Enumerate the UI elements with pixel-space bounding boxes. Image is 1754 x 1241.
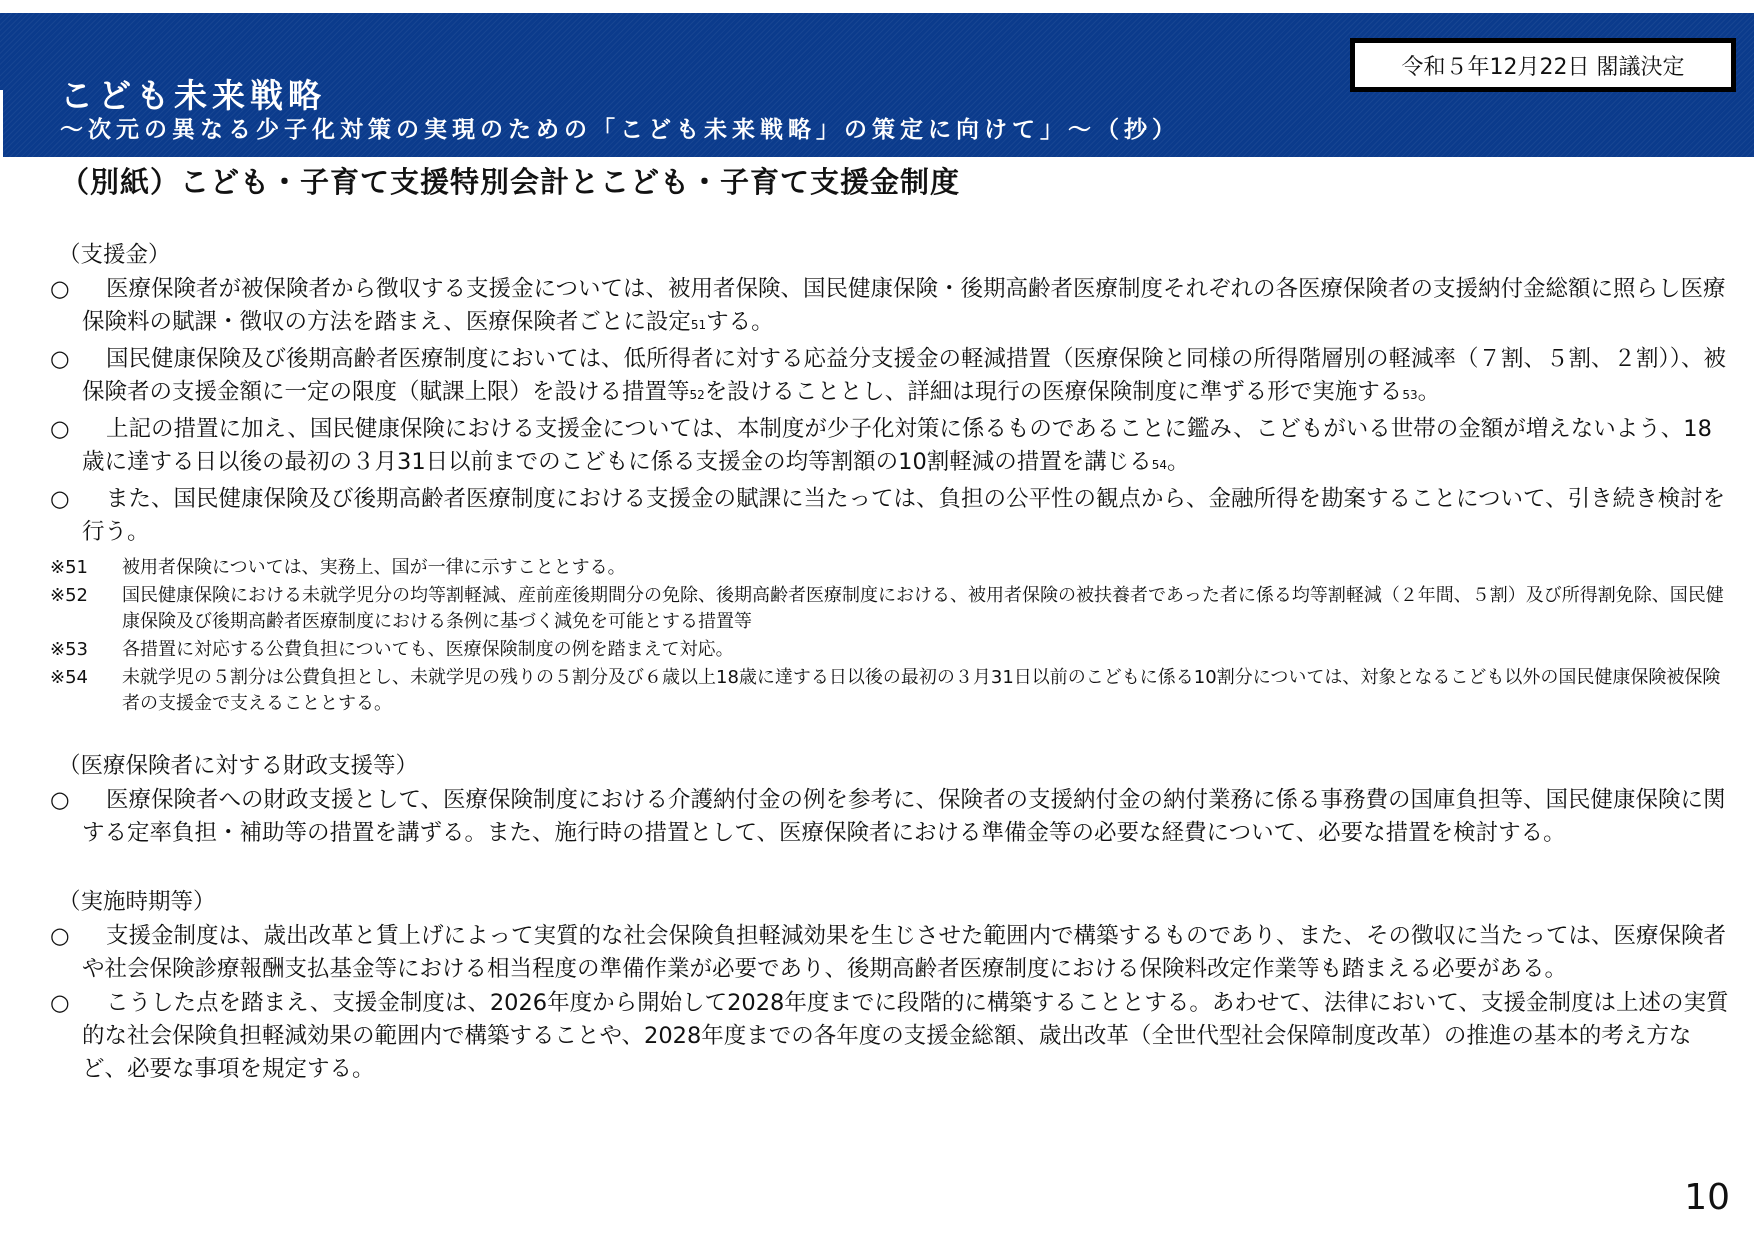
document-subtitle: ～次元の異なる少子化対策の実現のための「こども未来戦略」の策定に向けて」～（抄） (60, 117, 1180, 143)
list-item (50, 413, 1730, 482)
item-text-tail: 。 (1417, 379, 1441, 405)
section-heading-support-fund: （支援金） (58, 242, 171, 268)
cabinet-decision-date-box: 令和５年12月22日 閣議決定 (1350, 38, 1736, 92)
item-text: 上記の措置に加え、国民健康保険における支援金については、本制度が少子化対策に係るものであることに鑑み、こどもがいる世帯の金額が増えないよう、18歳に達する日以後の最初の３月31日以前までのこどもに係る支援金の均等割額の10割軽減の措置を講じる (82, 416, 1712, 475)
footnote-text: 被用者保険については、実務上、国が一律に示すこととする。 (122, 557, 626, 578)
item-text-tail: を設けることとし、詳細は現行の医療保険制度に準ずる形で実施する (704, 379, 1403, 405)
footnote-ref: 54 (1151, 458, 1168, 472)
item-text-tail: する。 (706, 309, 774, 335)
list-item (50, 273, 1730, 342)
circle-bullet-icon: ○ (50, 486, 70, 512)
page-number: 10 (1684, 1177, 1730, 1218)
circle-bullet-icon: ○ (50, 923, 70, 949)
footnote (50, 583, 1730, 635)
document-title: こども未来戦略 (60, 76, 326, 115)
spacer (50, 851, 1730, 885)
list-item (50, 784, 1730, 850)
circle-bullet-icon: ○ (50, 346, 70, 372)
list-item (50, 343, 1730, 412)
list-item (50, 483, 1730, 549)
circle-bullet-icon: ○ (50, 276, 70, 302)
footnotes (50, 555, 1730, 717)
item-text: 支援金制度は、歳出改革と賃上げによって実質的な社会保険負担軽減効果を生じさせた範囲内で構築するものであり、また、その徴収に当たっては、医療保険者や社会保険診療報酬支払基金等における相当程度の準備作業が必要であり、後期高齢者医療制度における保険料改定作業等も踏まえる必要がある。 (82, 923, 1727, 982)
footnote (50, 555, 1730, 581)
footnote-ref: 52 (689, 388, 705, 402)
circle-bullet-icon: ○ (50, 416, 70, 442)
footnote-text: 未就学児の５割分は公費負担とし、未就学児の残りの５割分及び６歳以上18歳に達する日以後の最初の３月31日以前のこどもに係る10割分については、対象となるこども以外の国民健康保険被保険者の支援金で支えることとする。 (122, 667, 1721, 714)
footnote-ref: 51 (690, 318, 707, 332)
footnote-mark: ※53 (50, 639, 88, 660)
footnote (50, 637, 1730, 663)
item-text: また、国民健康保険及び後期高齢者医療制度における支援金の賦課に当たっては、負担の公平性の観点から、金融所得を勘案することについて、引き続き検討を行う。 (82, 486, 1726, 545)
section-heading-financial-support: （医療保険者に対する財政支援等） (58, 753, 419, 779)
banner-edge-line (0, 90, 3, 157)
section-heading-implementation-timing: （実施時期等） (58, 889, 216, 915)
footnote-mark: ※52 (50, 585, 88, 606)
footnote-text: 国民健康保険における未就学児分の均等割軽減、産前産後期間分の免除、後期高齢者医療制度における、被用者保険の被扶養者であった者に係る均等割軽減（２年間、５割）及び所得割免除、国民健康保険及び後期高齢者医療制度における条例に基づく減免を可能とする措置等 (122, 585, 1724, 632)
spacer (50, 719, 1730, 749)
footnote (50, 665, 1730, 717)
item-text: こうした点を踏まえ、支援金制度は、2026年度から開始して2028年度までに段階的に構築することとする。あわせて、法律において、支援金制度は上述の実質的な社会保険負担軽減効果の範囲内で構築することや、2028年度までの各年度の支援金総額、歳出改革（全世代型社会保障制度改革）の推進の基本的考え方など、必要な事項を規定する。 (82, 990, 1729, 1082)
document-body (50, 238, 1730, 1087)
footnote-text: 各措置に対応する公費負担についても、医療保険制度の例を踏まえて対応。 (122, 639, 734, 660)
footnote-mark: ※54 (50, 667, 88, 688)
list-item (50, 920, 1730, 986)
item-text: 国民健康保険及び後期高齢者医療制度においては、低所得者に対する応益分支援金の軽減措置（医療保険と同様の所得階層別の軽減率（７割、５割、２割））、被保険者の支援金額に一定の限度（賦課上限）を設ける措置等 (82, 346, 1727, 405)
item-text-tail: 。 (1167, 449, 1190, 475)
list-item (50, 987, 1730, 1086)
item-text: 医療保険者への財政支援として、医療保険制度における介護納付金の例を参考に、保険者の支援納付金の納付業務に係る事務費の国庫負担等、国民健康保険に関する定率負担・補助等の措置を講ずる。また、施行時の措置として、医療保険者における準備金等の必要な経費について、必要な措置を検討する。 (82, 787, 1726, 846)
circle-bullet-icon: ○ (50, 990, 70, 1016)
item-text: 医療保険者が被保険者から徴収する支援金については、被用者保険、国民健康保険・後期高齢者医療制度それぞれの各医療保険者の支援納付金総額に照らし医療保険料の賦課・徴収の方法を踏まえ、医療保険者ごとに設定 (82, 276, 1726, 335)
footnote-mark: ※51 (50, 557, 88, 578)
footnote-ref: 53 (1402, 388, 1418, 402)
circle-bullet-icon: ○ (50, 787, 70, 813)
sheet-title: （別紙）こども・子育て支援特別会計とこども・子育て支援金制度 (60, 165, 961, 199)
